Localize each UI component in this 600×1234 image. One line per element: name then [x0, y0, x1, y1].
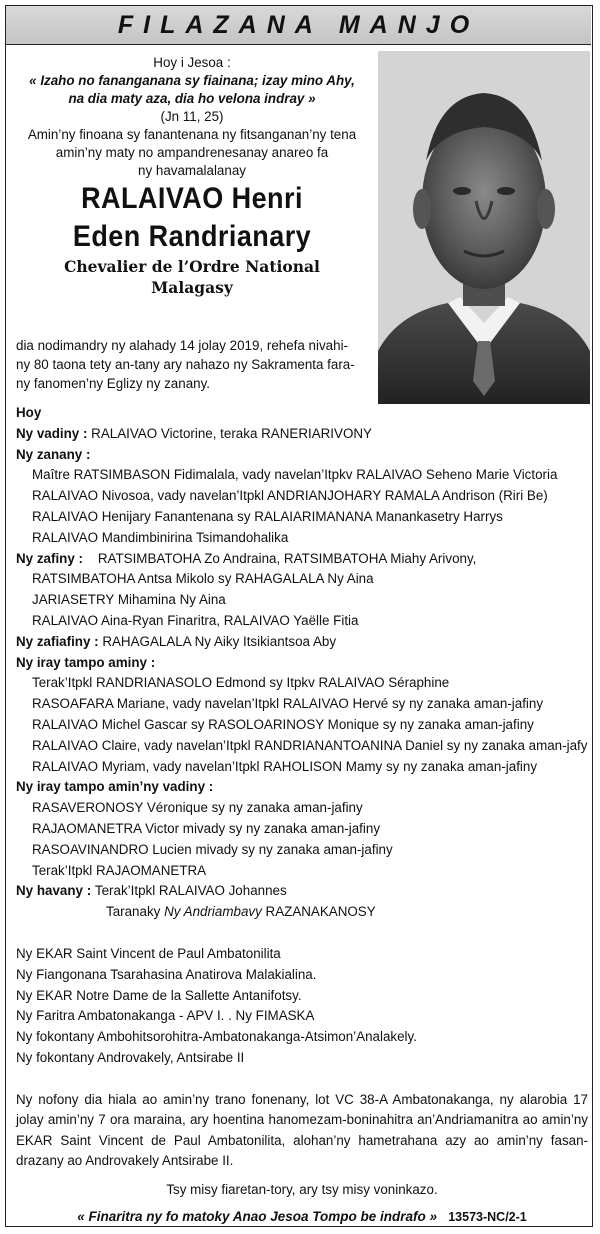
announcement-line-1: Amin’ny finoana sy fanantenana ny fitsanganan’ny tena — [27, 127, 357, 142]
havany-line-2-prefix: Taranaky — [106, 904, 165, 920]
organization-item: Ny fokontany Ambohitsorohitra-Ambatonakanga-Atsimon’Analakely. — [16, 1029, 417, 1045]
list-item: RALAIVAO Henijary Fanantenana sy RALAIARIMANANA Manankasetry Harrys — [32, 508, 503, 524]
zafiafiny-label: Ny zafiafiny : — [16, 633, 99, 649]
closing-row — [16, 1207, 588, 1228]
list-item: RALAIVAO Aina-Ryan Finaritra, RALAIVAO Yaëlle Fitia — [32, 612, 359, 628]
portrait-icon — [378, 51, 590, 404]
list-item: RALAIVAO Myriam, vady navelan’Itpkl RAHOLISON Mamy sy ny zanaka aman-jafiny — [32, 758, 538, 774]
family-list — [16, 403, 596, 1227]
intro-block — [11, 54, 373, 298]
zafiafiny-row — [16, 632, 596, 653]
obituary-notice — [5, 5, 593, 1227]
iray-tampo-aminy-label: Ny iray tampo aminy : — [16, 654, 156, 670]
deceased-name-line-1: RALAIVAO Henri — [81, 182, 303, 215]
reference-code: 13573-NC/2-1 — [448, 1209, 527, 1224]
portrait-photo — [378, 51, 590, 404]
death-line-3: ny fanomen’ny Eglizy ny zanany. — [16, 376, 211, 391]
death-line-1: dia nodimandry ny alahady 14 jolay 2019, rehefa nivahi- — [16, 338, 349, 353]
havany-line-2 — [16, 902, 596, 923]
salutation: Hoy i Jesoa : — [153, 55, 231, 70]
zafiny-row — [16, 549, 596, 570]
vadiny-row — [16, 424, 596, 445]
zafiafiny-value: RAHAGALALA Ny Aiky Itsikiantsoa Aby — [102, 633, 337, 649]
vadiny-colon: : — [79, 425, 92, 441]
havany-line-2-suffix: RAZANAKANOSY — [261, 904, 376, 920]
havany-label: Ny havany : — [16, 883, 92, 899]
havany-row — [16, 881, 596, 902]
organization-item: Ny EKAR Saint Vincent de Paul Ambatonilita — [16, 945, 281, 961]
page-title: FILAZANA MANJO — [6, 6, 591, 45]
verse-reference: (Jn 11, 25) — [160, 109, 224, 124]
list-item: Maître RATSIMBASON Fidimalala, vady navelan’Itpkv RALAIVAO Seheno Marie Victoria — [32, 467, 558, 483]
hoy-label: Hoy — [16, 405, 42, 420]
closing-quote: « Finaritra ny fo matoky Anao Jesoa Tompo be indrafo » — [77, 1208, 438, 1224]
list-item: RALAIVAO Mandimbinirina Tsimandohalika — [32, 529, 289, 545]
list-item: RALAIVAO Michel Gascar sy RASOLOARINOSY Monique sy ny zanaka aman-jafiny — [32, 716, 534, 732]
vadiny-value: RALAIVAO Victorine, teraka RANERIARIVONY — [91, 425, 372, 441]
list-item: RALAIVAO Claire, vady navelan’Itpkl RANDRIANANTOANINA Daniel sy ny zanaka aman-jafy — [32, 737, 588, 753]
bible-quote-line-1: « Izaho no fananganana sy fiainana; izay mino Ahy, — [29, 73, 355, 88]
havany-line-1: Terak’Itpkl RALAIVAO Johannes — [94, 883, 287, 899]
list-item: RASAVERONOSY Véronique sy ny zanaka aman-jafiny — [32, 800, 363, 816]
bible-quote-line-2: na dia maty aza, dia ho velona indray » — [68, 91, 316, 106]
list-item: RAJAOMANETRA Victor mivady sy ny zanaka aman-jafiny — [32, 820, 381, 836]
list-item: RASOAVINANDRO Lucien mivady sy ny zanaka aman-jafiny — [32, 841, 393, 857]
no-flowers-note: Tsy misy fiaretan-tory, ary tsy misy voninkazo. — [166, 1181, 438, 1197]
death-line-2: ny 80 taona tety an-tany ary nahazo ny Sakramenta fara- — [16, 357, 355, 372]
funeral-notice: Ny nofony dia hiala ao amin’ny trano fonenany, lot VC 38-A Ambatonakanga, ny alarobia 17 jolay amin’ny 7 ora maraina, ary hoentina hanomezam-boninahitra an’Andriamanitra ao amin’ny EKAR Saint Vincent de Paul Ambatonilita, alohan’ny hametrahana azy ao amin’ny fasan-drazany ao Androvakely Antsirabe II. — [16, 1091, 588, 1169]
honor-title-line-1: Chevalier de l’Ordre National — [64, 257, 320, 276]
list-item: RASOAFARA Mariane, vady navelan’Itpkl RALAIVAO Hervé sy ny zanaka aman-jafiny — [32, 696, 544, 712]
havany-line-2-italic: Ny Andriambavy — [164, 904, 262, 920]
honor-title-line-2: Malagasy — [151, 278, 233, 297]
organization-item: Ny fokontany Androvakely, Antsirabe II — [16, 1049, 245, 1065]
list-item: RATSIMBATOHA Antsa Mikolo sy RAHAGALALA Ny Aina — [32, 571, 374, 587]
zafiny-first: RATSIMBATOHA Zo Andraina, RATSIMBATOHA Miahy Arivony, — [97, 550, 477, 566]
list-item: RALAIVAO Nivosoa, vady navelan’Itpkl ANDRIANJOHARY RAMALA Andrison (Riri Be) — [32, 488, 548, 504]
organization-item: Ny EKAR Notre Dame de la Sallette Antanifotsy. — [16, 987, 302, 1003]
deceased-name-line-2: Eden Randrianary — [72, 220, 312, 253]
list-item: Terak’Itpkl RAJAOMANETRA — [32, 862, 207, 878]
zafiny-label: Ny zafiny : — [16, 550, 83, 566]
iray-tampo-vadiny-label: Ny iray tampo amin’ny vadiny : — [16, 779, 214, 795]
announcement-line-3: ny havamalalanay — [138, 163, 246, 178]
organization-item: Ny Faritra Ambatonakanga - APV I. . Ny FIMASKA — [16, 1008, 315, 1024]
death-announcement — [16, 336, 378, 393]
organization-item: Ny Fiangonana Tsarahasina Anatirova Malakialina. — [16, 966, 317, 982]
announcement-line-2: amin’ny maty no ampandrenesanay anareo fa — [55, 145, 329, 160]
vadiny-label: Ny vadiny — [16, 425, 80, 441]
list-item: Terak’Itpkl RANDRIANASOLO Edmond sy Itpkv RALAIVAO Séraphine — [32, 675, 450, 691]
zanany-label: Ny zanany : — [16, 446, 91, 462]
list-item: JARIASETRY Mihamina Ny Aina — [32, 592, 226, 608]
